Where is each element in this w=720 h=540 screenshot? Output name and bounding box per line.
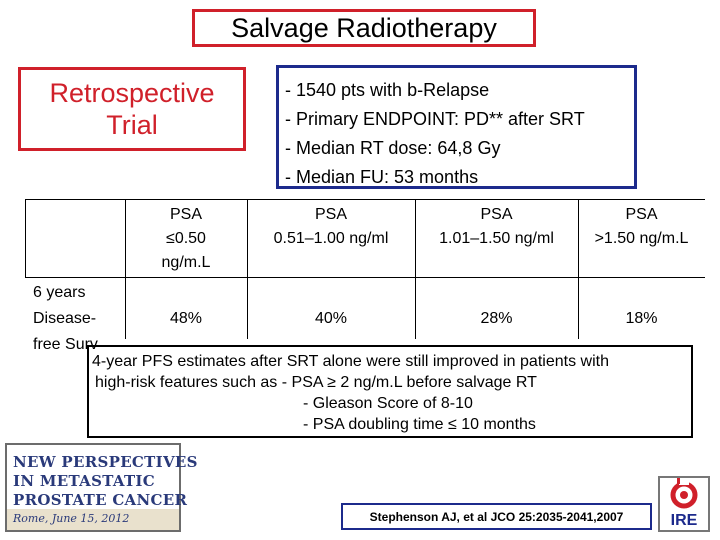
trial-info-item: - Median RT dose: 64,8 Gy [285,138,501,158]
ire-emblem-icon [660,478,708,530]
pfs-note-line: 4-year PFS estimates after SRT alone were still improved in patients with [92,353,609,370]
pfs-note-box [87,345,693,438]
citation-text: Stephenson AJ, et al JCO 25:2035-2041,2007 [369,509,624,524]
table-row-label: 6 years Disease- free Surv [33,284,98,353]
trial-type-box [18,67,246,151]
table-value-cell: 28% [480,310,513,327]
table-header-cell: PSA 1.01–1.50 ng/ml [439,206,554,247]
table-value-cell: 40% [314,310,348,327]
institute-logo [658,476,710,532]
trial-info-item: - Primary ENDPOINT: PD** after SRT [285,109,585,129]
trial-info-item: - 1540 pts with b-Relapse [285,80,490,100]
table-top-border [25,199,705,200]
institute-logo-text: IRE [670,512,698,529]
trial-label-line-1: Retrospective [49,78,215,108]
citation-box [341,503,652,530]
trial-label-line-2: Trial [106,110,158,140]
pfs-note-line: - Gleason Score of 8-10 [303,395,473,412]
table-header-cell: PSA 0.51–1.00 ng/ml [273,206,389,247]
slide-title-text: Salvage Radiotherapy [231,12,497,43]
conference-date: Rome, June 15, 2012 [13,512,130,525]
table-header-cell: PSA >1.50 ng/m.L [594,206,689,247]
pfs-note-line: high-risk features such as - PSA ≥ 2 ng/m.L before salvage RT [95,374,537,391]
trial-info-box [276,65,637,189]
conference-logo-line: IN METASTATIC [13,472,155,490]
trial-info-item: - Median FU: 53 months [285,167,479,187]
table-mid-border [25,277,705,278]
conference-logo-line: PROSTATE CANCER [13,491,188,509]
table-value-cell: 18% [625,310,658,327]
pfs-note-line: - PSA doubling time ≤ 10 months [303,416,536,433]
table-col-divider [25,199,26,277]
conference-logo [5,443,198,532]
table-value-cell: 48% [169,310,203,327]
slide-title [192,9,536,47]
table-header-cell: PSA ≤0.50 ng/m.L [161,206,211,271]
conference-logo-line: NEW PERSPECTIVES [13,453,198,471]
psa-results-table [25,199,705,353]
